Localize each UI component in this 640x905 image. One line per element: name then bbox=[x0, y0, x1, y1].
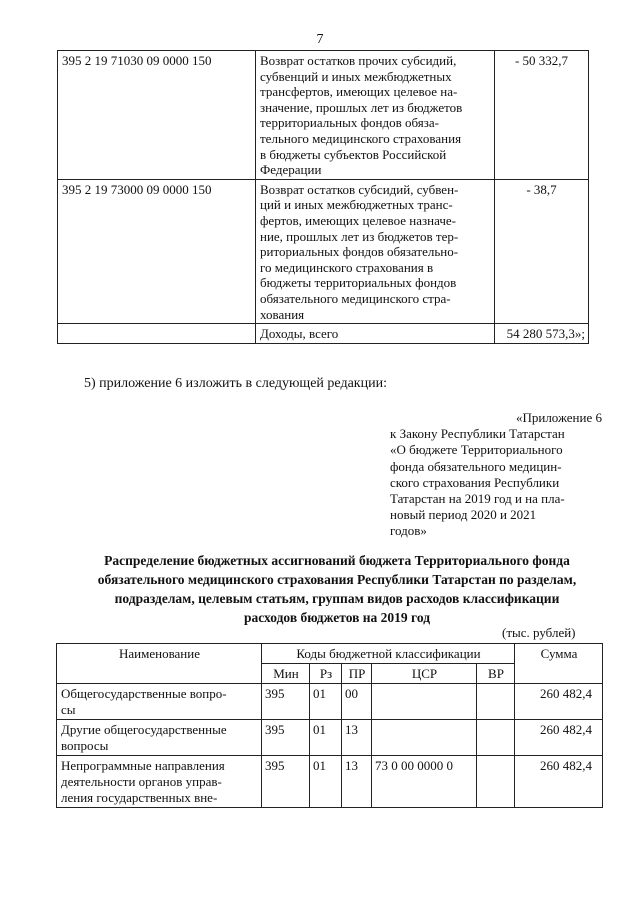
total-amount: 54 280 573,3»; bbox=[495, 324, 589, 344]
row-name: Непрограммные направления деятельности органов управ- ления государственных вне- bbox=[57, 756, 262, 808]
header-pr: ПР bbox=[342, 664, 372, 684]
header-name: Наименование bbox=[57, 644, 262, 684]
row-pr: 13 bbox=[342, 756, 372, 808]
table-header-row bbox=[57, 644, 603, 664]
row-description: Возврат остатков субсидий, субвен- ций и иных межбюджетных транс- фертов, имеющих целевое назначе- ние, прошлых лет из бюджетов тер- риториальных фондов обязательно- го медицинского страхования в бюджеты территориальных фондов обязательного медицинского стра- хования bbox=[256, 179, 495, 323]
table-row bbox=[58, 179, 589, 323]
row-sum: 260 482,4 bbox=[515, 720, 603, 756]
revenue-table bbox=[57, 50, 589, 344]
row-pr: 00 bbox=[342, 684, 372, 720]
row-min: 395 bbox=[262, 720, 310, 756]
header-codes: Коды бюджетной классификации bbox=[262, 644, 515, 664]
table-row bbox=[58, 51, 589, 180]
section-heading: Распределение бюджетных ассигнований бюджета Территориального фонда обязательного медицинского страхования Республики Татарстан по разделам, подразделам, целевым статьям, группам видов расходов классификации расходов бюджетов на 2019 год bbox=[97, 553, 577, 625]
empty-cell bbox=[58, 324, 256, 344]
table-row bbox=[57, 756, 603, 808]
row-csr bbox=[372, 720, 477, 756]
row-amount: - 50 332,7 bbox=[495, 51, 589, 180]
allocation-table bbox=[56, 643, 603, 808]
amendment-paragraph: 5) приложение 6 изложить в следующей редакции: bbox=[84, 376, 387, 391]
row-rz: 01 bbox=[310, 720, 342, 756]
row-csr: 73 0 00 0000 0 bbox=[372, 756, 477, 808]
row-rz: 01 bbox=[310, 684, 342, 720]
table-row bbox=[57, 684, 603, 720]
header-csr: ЦСР bbox=[372, 664, 477, 684]
page-number: 7 bbox=[316, 32, 324, 47]
row-name: Общегосударственные вопро- сы bbox=[57, 684, 262, 720]
row-sum: 260 482,4 bbox=[515, 756, 603, 808]
row-min: 395 bbox=[262, 684, 310, 720]
header-sum: Сумма bbox=[515, 644, 603, 684]
row-vr bbox=[477, 756, 515, 808]
row-name: Другие общегосударственные вопросы bbox=[57, 720, 262, 756]
header-vr: ВР bbox=[477, 664, 515, 684]
header-min: Мин bbox=[262, 664, 310, 684]
row-vr bbox=[477, 684, 515, 720]
row-min: 395 bbox=[262, 756, 310, 808]
table-row bbox=[57, 720, 603, 756]
budget-code: 395 2 19 73000 09 0000 150 bbox=[58, 179, 256, 323]
row-amount: - 38,7 bbox=[495, 179, 589, 323]
total-label: Доходы, всего bbox=[256, 324, 495, 344]
row-description: Возврат остатков прочих субсидий, субвенций и иных межбюджетных трансфертов, имеющих целевое на- значение, прошлых лет из бюджетов территориальных фондов обяза- тельного медицинского страхования в бюджеты субъектов Российской Федерации bbox=[256, 51, 495, 180]
row-sum: 260 482,4 bbox=[515, 684, 603, 720]
units-note: (тыс. рублей) bbox=[502, 625, 576, 640]
total-row bbox=[58, 324, 589, 344]
row-rz: 01 bbox=[310, 756, 342, 808]
annex-reference: «Приложение 6 к Закону Республики Татарстан «О бюджете Территориального фонда обязательного медицин- ского страхования Республики Татарстан на 2019 год и на пла- новый период 2020 и 2021 годов» bbox=[390, 410, 602, 539]
header-rz: Рз bbox=[310, 664, 342, 684]
budget-code: 395 2 19 71030 09 0000 150 bbox=[58, 51, 256, 180]
row-vr bbox=[477, 720, 515, 756]
row-csr bbox=[372, 684, 477, 720]
row-pr: 13 bbox=[342, 720, 372, 756]
